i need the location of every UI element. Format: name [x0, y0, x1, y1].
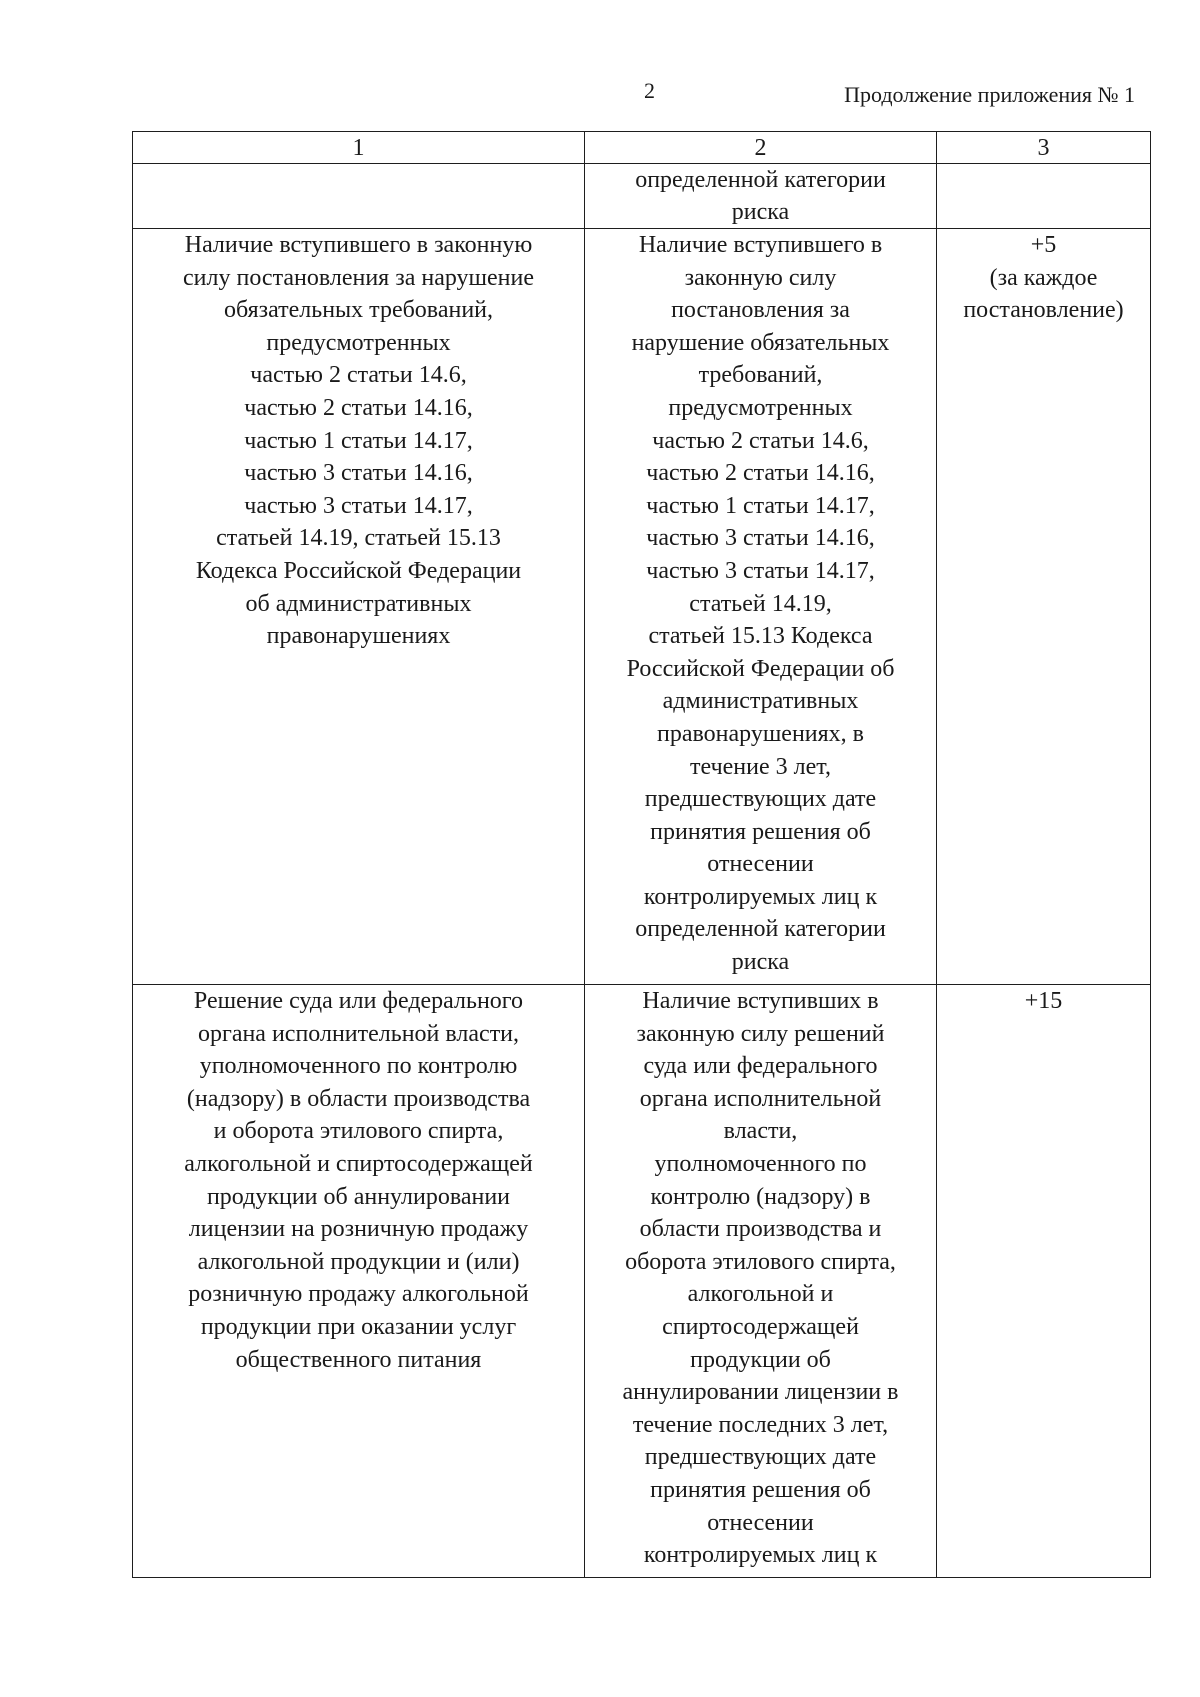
cell-text: +5 (за каждое постановление) [963, 232, 1124, 324]
criteria-table [132, 131, 1151, 1578]
table-row [133, 229, 1151, 985]
page-number: 2 [644, 78, 655, 103]
table-cell-score [937, 985, 1151, 1578]
table-row [133, 164, 1151, 229]
column-header-1: 1 [133, 132, 585, 164]
table-cell-indicator [585, 164, 937, 229]
cell-text: Наличие вступивших в законную силу решений суда или федерального органа исполнительной власти, уполномоченного по контролю (надзору) в области производства и оборота этилового спирта, алкогольной и спиртосодержащей продукции об аннулировании лицензии в течение последних 3 лет, предшествующих дате принятия решения об отнесении контролируемых лиц к [622, 988, 899, 1569]
cell-text: +15 [1024, 988, 1063, 1014]
table-cell-indicator [585, 985, 937, 1578]
cell-text: определенной категории риска [635, 167, 886, 225]
table-header-row [133, 132, 1151, 164]
table-cell-criterion [133, 229, 585, 985]
table-cell-indicator [585, 229, 937, 985]
column-header-2: 2 [585, 132, 937, 164]
cell-text: Решение суда или федерального органа исполнительной власти, уполномоченного по контролю (надзору) в области производства и оборота этилового спирта, алкогольной и спиртосодержащей продукции об аннулировании лицензии на розничную продажу алкогольной продукции и (или) розничную продажу алкогольной продукции при оказании услуг общественного питания [184, 988, 533, 1373]
cell-text: Наличие вступившего в законную силу постановления за нарушение обязательных требований, предусмотренных частью 2 статьи 14.6, частью 2 статьи 14.16, частью 1 статьи 14.17, частью 3 статьи 14.16, частью 3 статьи 14.17, статьей 14.19, статьей 15.13 Кодекса Российской Федерации об административных правонарушениях [183, 232, 534, 650]
table-row [133, 985, 1151, 1578]
table-cell-score [937, 164, 1151, 229]
table-cell-score [937, 229, 1151, 985]
table-cell-criterion [133, 164, 585, 229]
table-cell-criterion [133, 985, 585, 1578]
column-header-3: 3 [937, 132, 1151, 164]
continuation-heading: Продолжение приложения № 1 [844, 82, 1135, 107]
cell-text: Наличие вступившего в законную силу постановления за нарушение обязательных требований, предусмотренных частью 2 статьи 14.6, частью 2 статьи 14.16, частью 1 статьи 14.17, частью 3 статьи 14.16, частью 3 статьи 14.17, статьей 14.19, статьей 15.13 Кодекса Российской Федерации об административных правонарушениях, в течение 3 лет, предшествующих дате принятия решения об отнесении контролируемых лиц к определенной категории риска [626, 232, 895, 976]
